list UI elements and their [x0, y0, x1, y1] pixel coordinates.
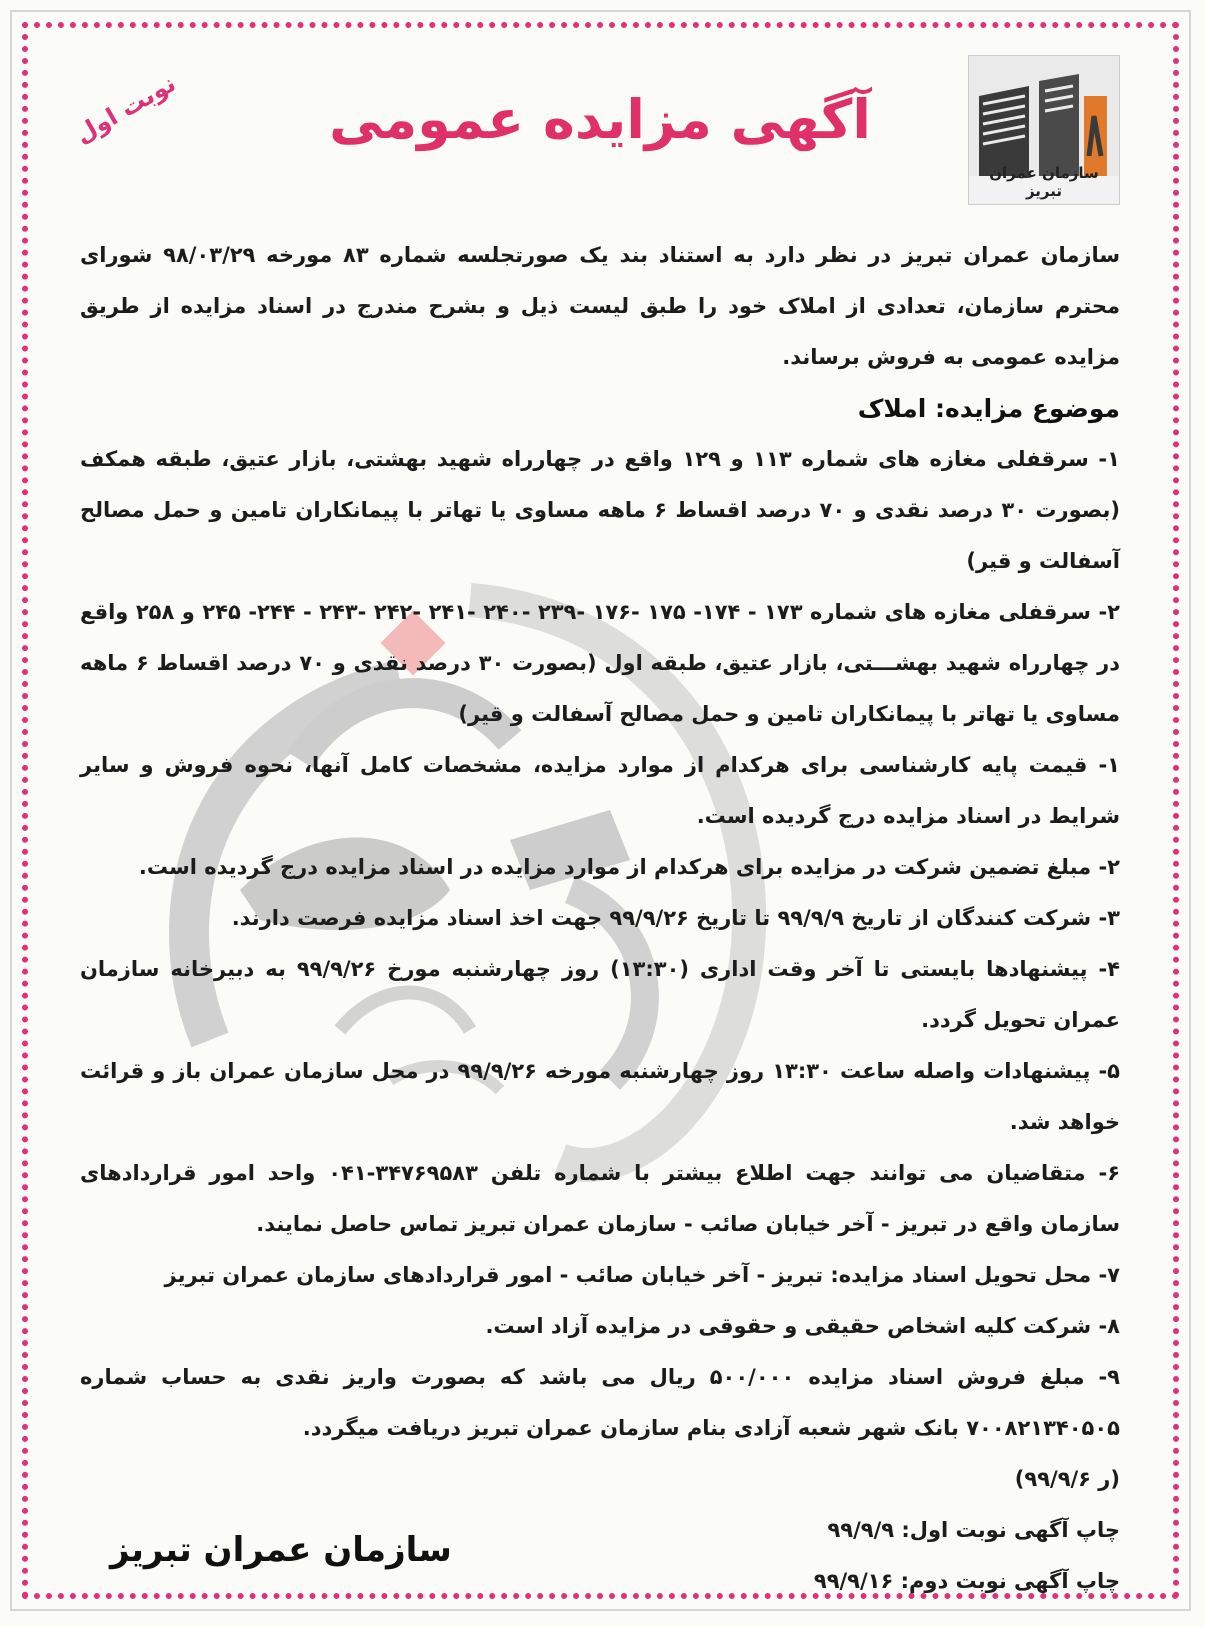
condition-4: ۴- پیشنهادها بایستی تا آخر وقت اداری (۱۳:۳۰) روز چهارشنبه مورخ ۹۹/۹/۲۶ به دبیرخانه سازمان عمران تحویل گردد. — [80, 957, 1120, 1032]
reference-code: (ر ۹۹/۹/۶) — [1014, 1467, 1120, 1491]
item-2: ۲- سرقفلی مغازه های شماره ۱۷۳ - ۱۷۴- ۱۷۵ -۱۷۶ -۲۳۹ -۲۴۰ -۲۴۱ -۲۴۲ -۲۴۳ - ۲۴۴- ۲۴۵ و ۲۵۸ واقع در چهارراه شهید بهشـــتی، بازار عتیق، طبقه اول (بصورت ۳۰ درصد نقدی و ۷۰ درصد اقساط ۶ ماهه مساوی یا تهاتر با پیمانکاران تامین و حمل مصالح آسفالت و قیر) — [80, 600, 1120, 726]
condition-8: ۸- شرکت کلیه اشخاص حقیقی و حقوقی در مزایده آزاد است. — [485, 1314, 1120, 1338]
subject-heading: موضوع مزایده: املاک — [857, 394, 1120, 423]
intro-paragraph: سازمان عمران تبریز در نظر دارد به استناد بند یک صورتجلسه شماره ۸۳ مورخه ۹۸/۰۳/۲۹ شورای محترم سازمان، تعدادی از املاک خود را طبق لیست ذیل و بشرح مندرج در اسناد مزایده از طریق مزایده عمومی به فروش برساند. — [80, 243, 1121, 369]
publication-stamp: نوبت اول — [70, 69, 181, 149]
item-1: ۱- سرقفلی مغازه های شماره ۱۱۳ و ۱۲۹ واقع در چهارراه شهید بهشتی، بازار عتیق، طبقه همکف (بصورت ۳۰ درصد نقدی و ۷۰ درصد اقساط ۶ ماهه مساوی یا تهاتر با پیمانکاران تامین و حمل مصالح آسفالت و قیر) — [80, 447, 1120, 573]
logo-caption: سازمان عمران تبریز — [989, 164, 1099, 200]
ad-body — [80, 230, 1120, 1607]
building-logo-icon — [969, 56, 1119, 176]
organization-logo — [968, 55, 1120, 205]
ad-title: آگهی مزایده عمومی — [329, 88, 871, 151]
condition-3: ۳- شرکت کنندگان از تاریخ ۹۹/۹/۹ تا تاریخ ۹۹/۹/۲۶ جهت اخذ اسناد مزایده فرصت دارند. — [231, 906, 1120, 930]
condition-5: ۵- پیشنهادات واصله ساعت ۱۳:۳۰ روز چهارشنبه مورخه ۹۹/۹/۲۶ در محل سازمان عمران باز و قرائت خواهد شد. — [80, 1059, 1120, 1134]
condition-1: ۱- قیمت پایه کارشناسی برای هرکدام از موارد مزایده، مشخصات کامل آنها، نحوه فروش و سایر شرایط در اسناد مزایده درج گردیده است. — [80, 753, 1120, 828]
condition-6: ۶- متقاضیان می توانند جهت اطلاع بیشتر با شماره تلفن ۳۴۷۶۹۵۸۳-۰۴۱ واحد امور قراردادهای سازمان واقع در تبریز - آخر خیابان صائب - سازمان عمران تبریز تماس حاصل نمایند. — [80, 1161, 1121, 1236]
condition-9: ۹- مبلغ فروش اسناد مزایده ۵۰۰/۰۰۰ ریال می باشد که بصورت واریز نقدی به حساب شماره ۷۰۰۸۲۱۳۴۰۵۰۵ بانک شهر شعبه آزادی بنام سازمان عمران تبریز دریافت میگردد. — [80, 1365, 1120, 1440]
condition-7: ۷- محل تحویل اسناد مزایده: تبریز - آخر خیابان صائب - امور قراردادهای سازمان عمران تبریز — [164, 1263, 1120, 1287]
print-date-first: چاپ آگهی نوبت اول: ۹۹/۹/۹ — [827, 1518, 1120, 1542]
print-date-second: چاپ آگهی نوبت دوم: ۹۹/۹/۱۶ — [813, 1569, 1120, 1593]
condition-2: ۲- مبلغ تضمین شرکت در مزایده برای هرکدام از موارد مزایده در اسناد مزایده درج گردیده است. — [138, 855, 1120, 879]
footer-signature: سازمان عمران تبریز — [110, 1530, 452, 1570]
